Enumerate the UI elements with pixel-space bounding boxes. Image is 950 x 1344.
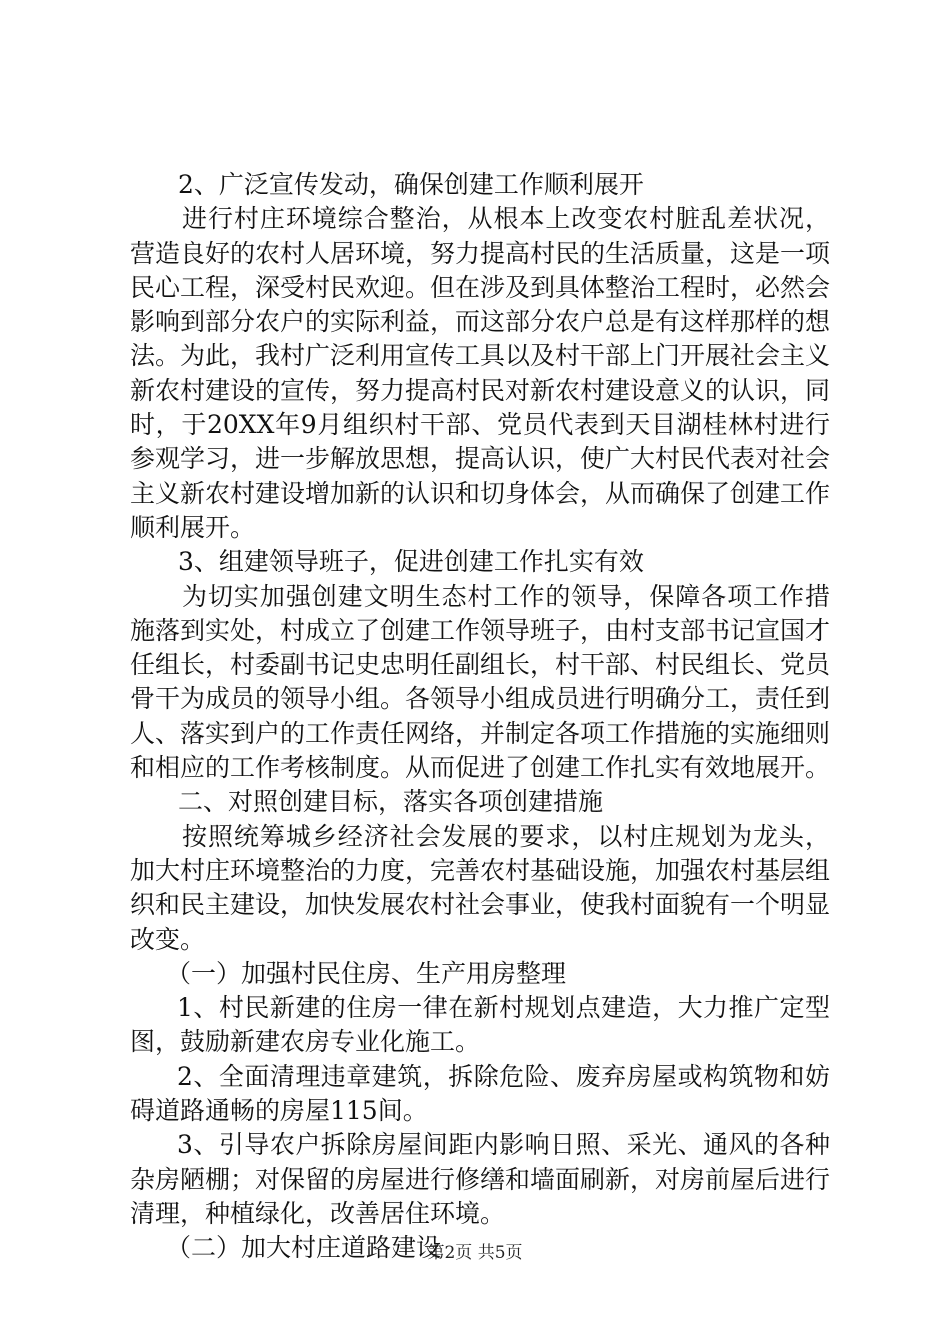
- paragraph-leadership: 为切实加强创建文明生态村工作的领导，保障各项工作措施落到实处，村成立了创建工作领导班子，由村支部书记宣国才任组长，村委副书记史忠明任副组长，村干部、村民组长、党员骨干为成员的领导小组。各领导小组成员进行明确分工，责任到人、落实到户的工作责任网络，并制定各项工作措施的实施细则和相应的工作考核制度。从而促进了创建工作扎实有效地展开。: [130, 581, 831, 783]
- document-body: [130, 168, 830, 1266]
- subheading-housing: （一）加强村民住房、生产用房整理: [166, 958, 567, 988]
- subheading-roads: （二）加大村庄道路建设: [166, 1233, 442, 1263]
- section-heading-publicity: 2、广泛宣传发动，确保创建工作顺利展开: [178, 170, 644, 199]
- section-heading-leadership: 3、组建领导班子，促进创建工作扎实有效: [178, 547, 644, 577]
- section-heading-measures: 二、对照创建目标，落实各项创建措施: [178, 787, 604, 817]
- list-item: 3、引导农户拆除房屋间距内影响日照、采光、通风的各种杂房陋棚；对保留的房屋进行修缮和墙面刷新，对房前屋后进行清理，种植绿化，改善居住环境。: [130, 1130, 831, 1228]
- paragraph-publicity: 进行村庄环境综合整治，从根本上改变农村脏乱差状况，营造良好的农村人居环境，努力提高村民的生活质量，这是一项民心工程，深受村民欢迎。但在涉及到具体整治工程时，必然会影响到部分农户的实际利益，而这部分农户总是有这样那样的想法。为此，我村广泛利用宣传工具以及村干部上门开展社会主义新农村建设的宣传，努力提高村民对新农村建设意义的认识，同时，于20XX年9月组织村干部、党员代表到天目湖桂林村进行参观学习，进一步解放思想，提高认识，使广大村民代表对社会主义新农村建设增加新的认识和切身体会，从而确保了创建工作顺利展开。: [130, 204, 831, 542]
- list-item: 1、村民新建的住房一律在新村规划点建造，大力推广定型图，鼓励新建农房专业化施工。: [130, 993, 830, 1057]
- paragraph-measures: 按照统筹城乡经济社会发展的要求，以村庄规划为龙头，加大村庄环境整治的力度，完善农村基础设施，加强农村基层组织和民主建设，加快发展农村社会事业，使我村面貌有一个明显改变。: [130, 821, 831, 954]
- list-item: 2、全面清理违章建筑，拆除危险、废弃房屋或构筑物和妨碍道路通畅的房屋115间。: [130, 1061, 830, 1126]
- page-number-footer: 第2页 共5页: [427, 1243, 523, 1263]
